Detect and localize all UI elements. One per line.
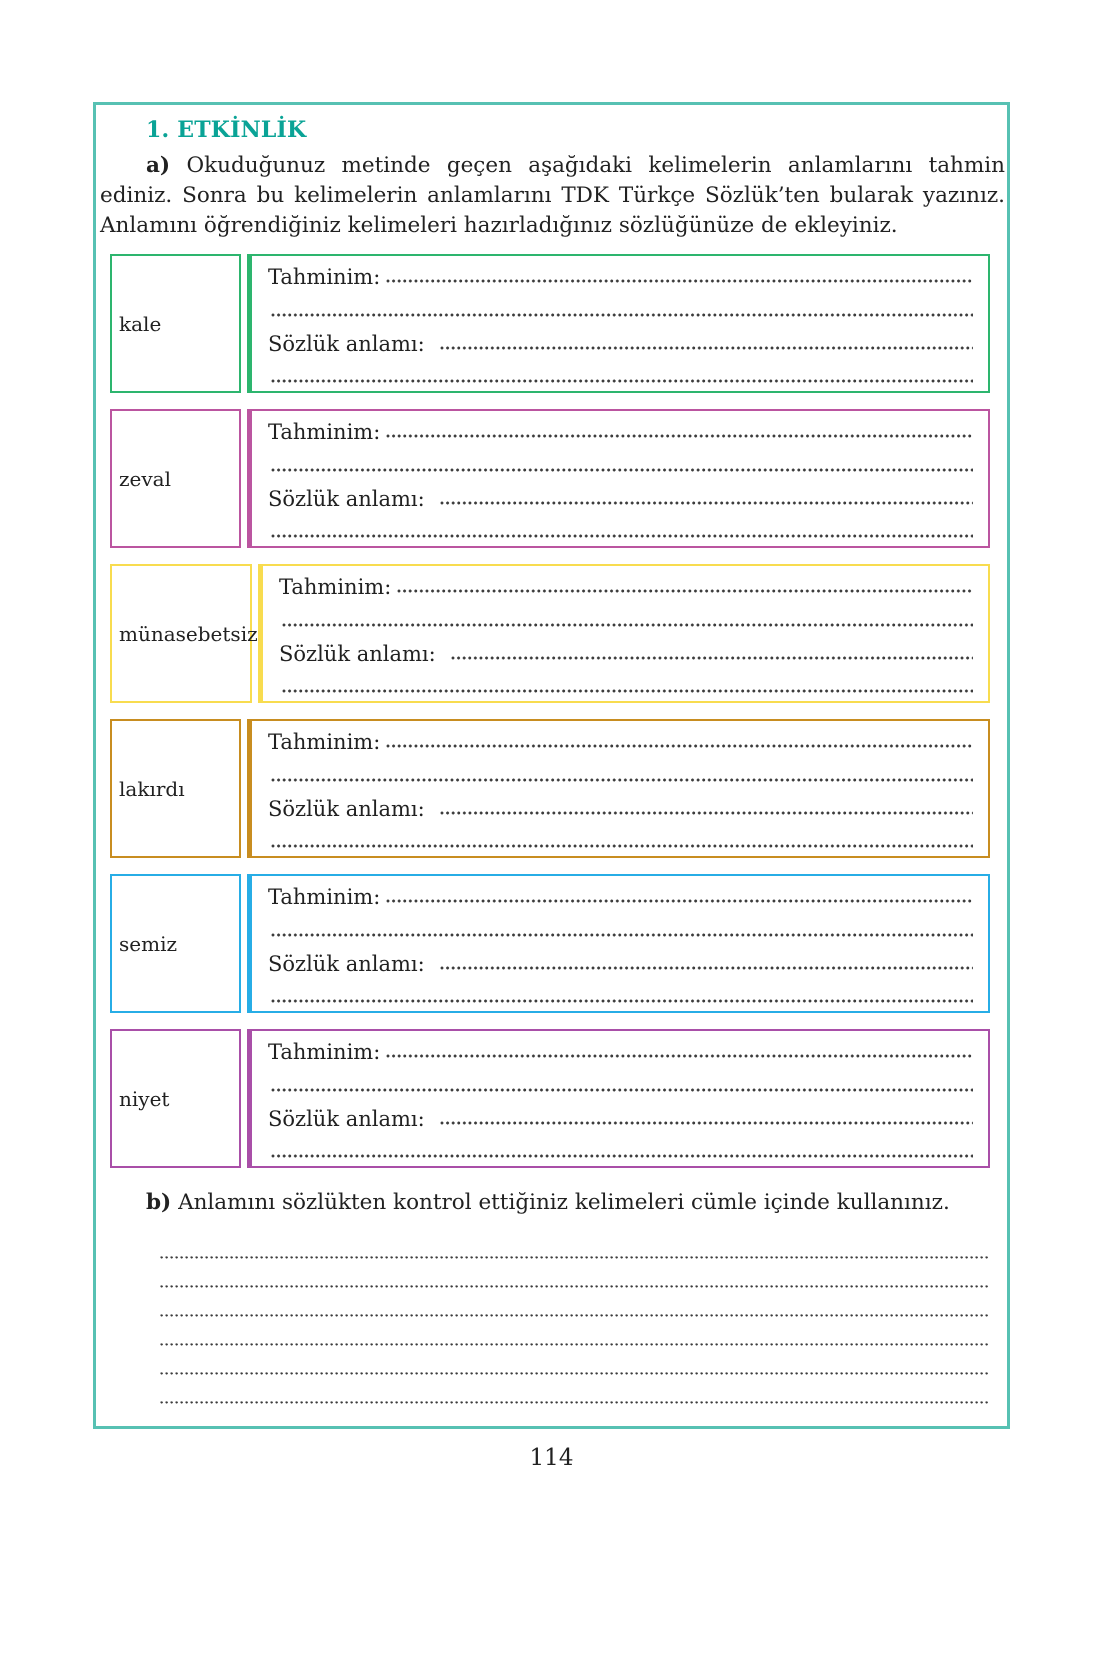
dotted-answer-line: [271, 933, 973, 937]
dictionary-line-continuation: [268, 977, 973, 1010]
word-label: zeval: [119, 466, 171, 491]
dictionary-line: [268, 944, 973, 977]
dotted-answer-line: [440, 966, 973, 970]
dotted-answer-line: [440, 811, 973, 815]
dotted-answer-line: [271, 778, 973, 782]
tahminim-label: Tahminim:: [268, 265, 381, 290]
sozluk-anlami-label: Sözlük anlamı:: [268, 331, 425, 356]
guess-line-continuation: [268, 755, 973, 788]
dotted-answer-line: [386, 279, 973, 283]
writing-line: [160, 1259, 990, 1288]
guess-line-continuation: [268, 1065, 973, 1098]
guess-line-continuation: [279, 600, 973, 633]
writing-line: [160, 1317, 990, 1346]
guess-line-continuation: [268, 445, 973, 478]
instruction-a-marker: a): [146, 153, 171, 178]
dictionary-line-continuation: [279, 667, 973, 700]
word-rows: [110, 254, 990, 1168]
sozluk-anlami-label: Sözlük anlamı:: [268, 951, 425, 976]
answer-box: [247, 719, 990, 858]
dotted-answer-line: [451, 656, 973, 660]
dotted-answer-line: [271, 379, 973, 383]
writing-line: [160, 1230, 990, 1259]
word-row: [110, 1029, 990, 1168]
word-row: [110, 254, 990, 393]
guess-line: [268, 877, 973, 910]
word-box: [110, 564, 258, 703]
dictionary-line: [268, 479, 973, 512]
dotted-answer-line: [386, 744, 973, 748]
instruction-b-text: Anlamını sözlükten kontrol ettiğiniz kelimeleri cümle içinde kullanınız.: [178, 1190, 950, 1215]
word-row: [110, 564, 990, 703]
word-label: münasebetsiz: [119, 621, 258, 646]
guess-line: [268, 257, 973, 290]
word-box: [110, 409, 241, 548]
dotted-answer-line: [271, 844, 973, 848]
tahminim-label: Tahminim:: [268, 1040, 381, 1065]
tahminim-label: Tahminim:: [268, 885, 381, 910]
word-row: [110, 719, 990, 858]
guess-line-continuation: [268, 910, 973, 943]
dictionary-line: [268, 324, 973, 357]
tahminim-label: Tahminim:: [268, 420, 381, 445]
activity-title: 1. ETKİNLİK: [146, 117, 307, 143]
answer-box: [258, 564, 990, 703]
answer-box: [247, 874, 990, 1013]
dictionary-line-continuation: [268, 822, 973, 855]
sozluk-anlami-label: Sözlük anlamı:: [279, 641, 436, 666]
answer-box: [247, 409, 990, 548]
dotted-answer-line: [271, 1088, 973, 1092]
word-box: [110, 254, 241, 393]
guess-line: [279, 567, 973, 600]
word-label: semiz: [119, 931, 177, 956]
dotted-answer-line: [271, 313, 973, 317]
word-label: kale: [119, 311, 162, 336]
dictionary-line: [268, 1099, 973, 1132]
guess-line-continuation: [268, 290, 973, 323]
dotted-answer-line: [282, 623, 973, 627]
instruction-a: [100, 151, 1005, 241]
dictionary-line: [268, 789, 973, 822]
dictionary-line: [279, 634, 973, 667]
dotted-answer-line: [271, 534, 973, 538]
page-number: 114: [529, 1445, 574, 1471]
dictionary-line-continuation: [268, 1132, 973, 1165]
dotted-answer-line: [440, 1121, 973, 1125]
answer-box: [247, 1029, 990, 1168]
writing-line: [160, 1375, 990, 1404]
dotted-answer-line: [397, 589, 973, 593]
sozluk-anlami-label: Sözlük anlamı:: [268, 796, 425, 821]
instruction-b: [146, 1188, 1005, 1218]
guess-line: [268, 722, 973, 755]
word-row: [110, 409, 990, 548]
word-label: lakırdı: [119, 776, 185, 801]
sentence-writing-lines: [160, 1230, 990, 1404]
dotted-answer-line: [440, 346, 973, 350]
guess-line: [268, 412, 973, 445]
sozluk-anlami-label: Sözlük anlamı:: [268, 486, 425, 511]
word-box: [110, 719, 241, 858]
dotted-answer-line: [386, 434, 973, 438]
word-row: [110, 874, 990, 1013]
word-box: [110, 874, 241, 1013]
page-frame: [93, 102, 1010, 1429]
sozluk-anlami-label: Sözlük anlamı:: [268, 1106, 425, 1131]
tahminim-label: Tahminim:: [279, 575, 392, 600]
word-box: [110, 1029, 241, 1168]
writing-line: [160, 1346, 990, 1375]
writing-line: [160, 1288, 990, 1317]
guess-line: [268, 1032, 973, 1065]
instruction-b-marker: b): [146, 1190, 172, 1215]
dotted-answer-line: [386, 899, 973, 903]
dotted-answer-line: [271, 1154, 973, 1158]
answer-box: [247, 254, 990, 393]
dotted-answer-line: [386, 1054, 973, 1058]
word-label: niyet: [119, 1086, 170, 1111]
tahminim-label: Tahminim:: [268, 730, 381, 755]
dotted-answer-line: [282, 689, 973, 693]
dictionary-line-continuation: [268, 512, 973, 545]
dotted-answer-line: [440, 501, 973, 505]
dotted-answer-line: [271, 468, 973, 472]
instruction-a-text: Okuduğunuz metinde geçen aşağıdaki kelimelerin anlamlarını tahmin ediniz. Sonra bu kelimelerin anlamlarını TDK Türkçe Sözlük’ten bularak yazınız. Anlamını öğrendiğiniz kelimeleri hazırladığınız sözlüğünüze de ekleyiniz.: [100, 153, 1005, 238]
dictionary-line-continuation: [268, 357, 973, 390]
dotted-answer-line: [271, 999, 973, 1003]
